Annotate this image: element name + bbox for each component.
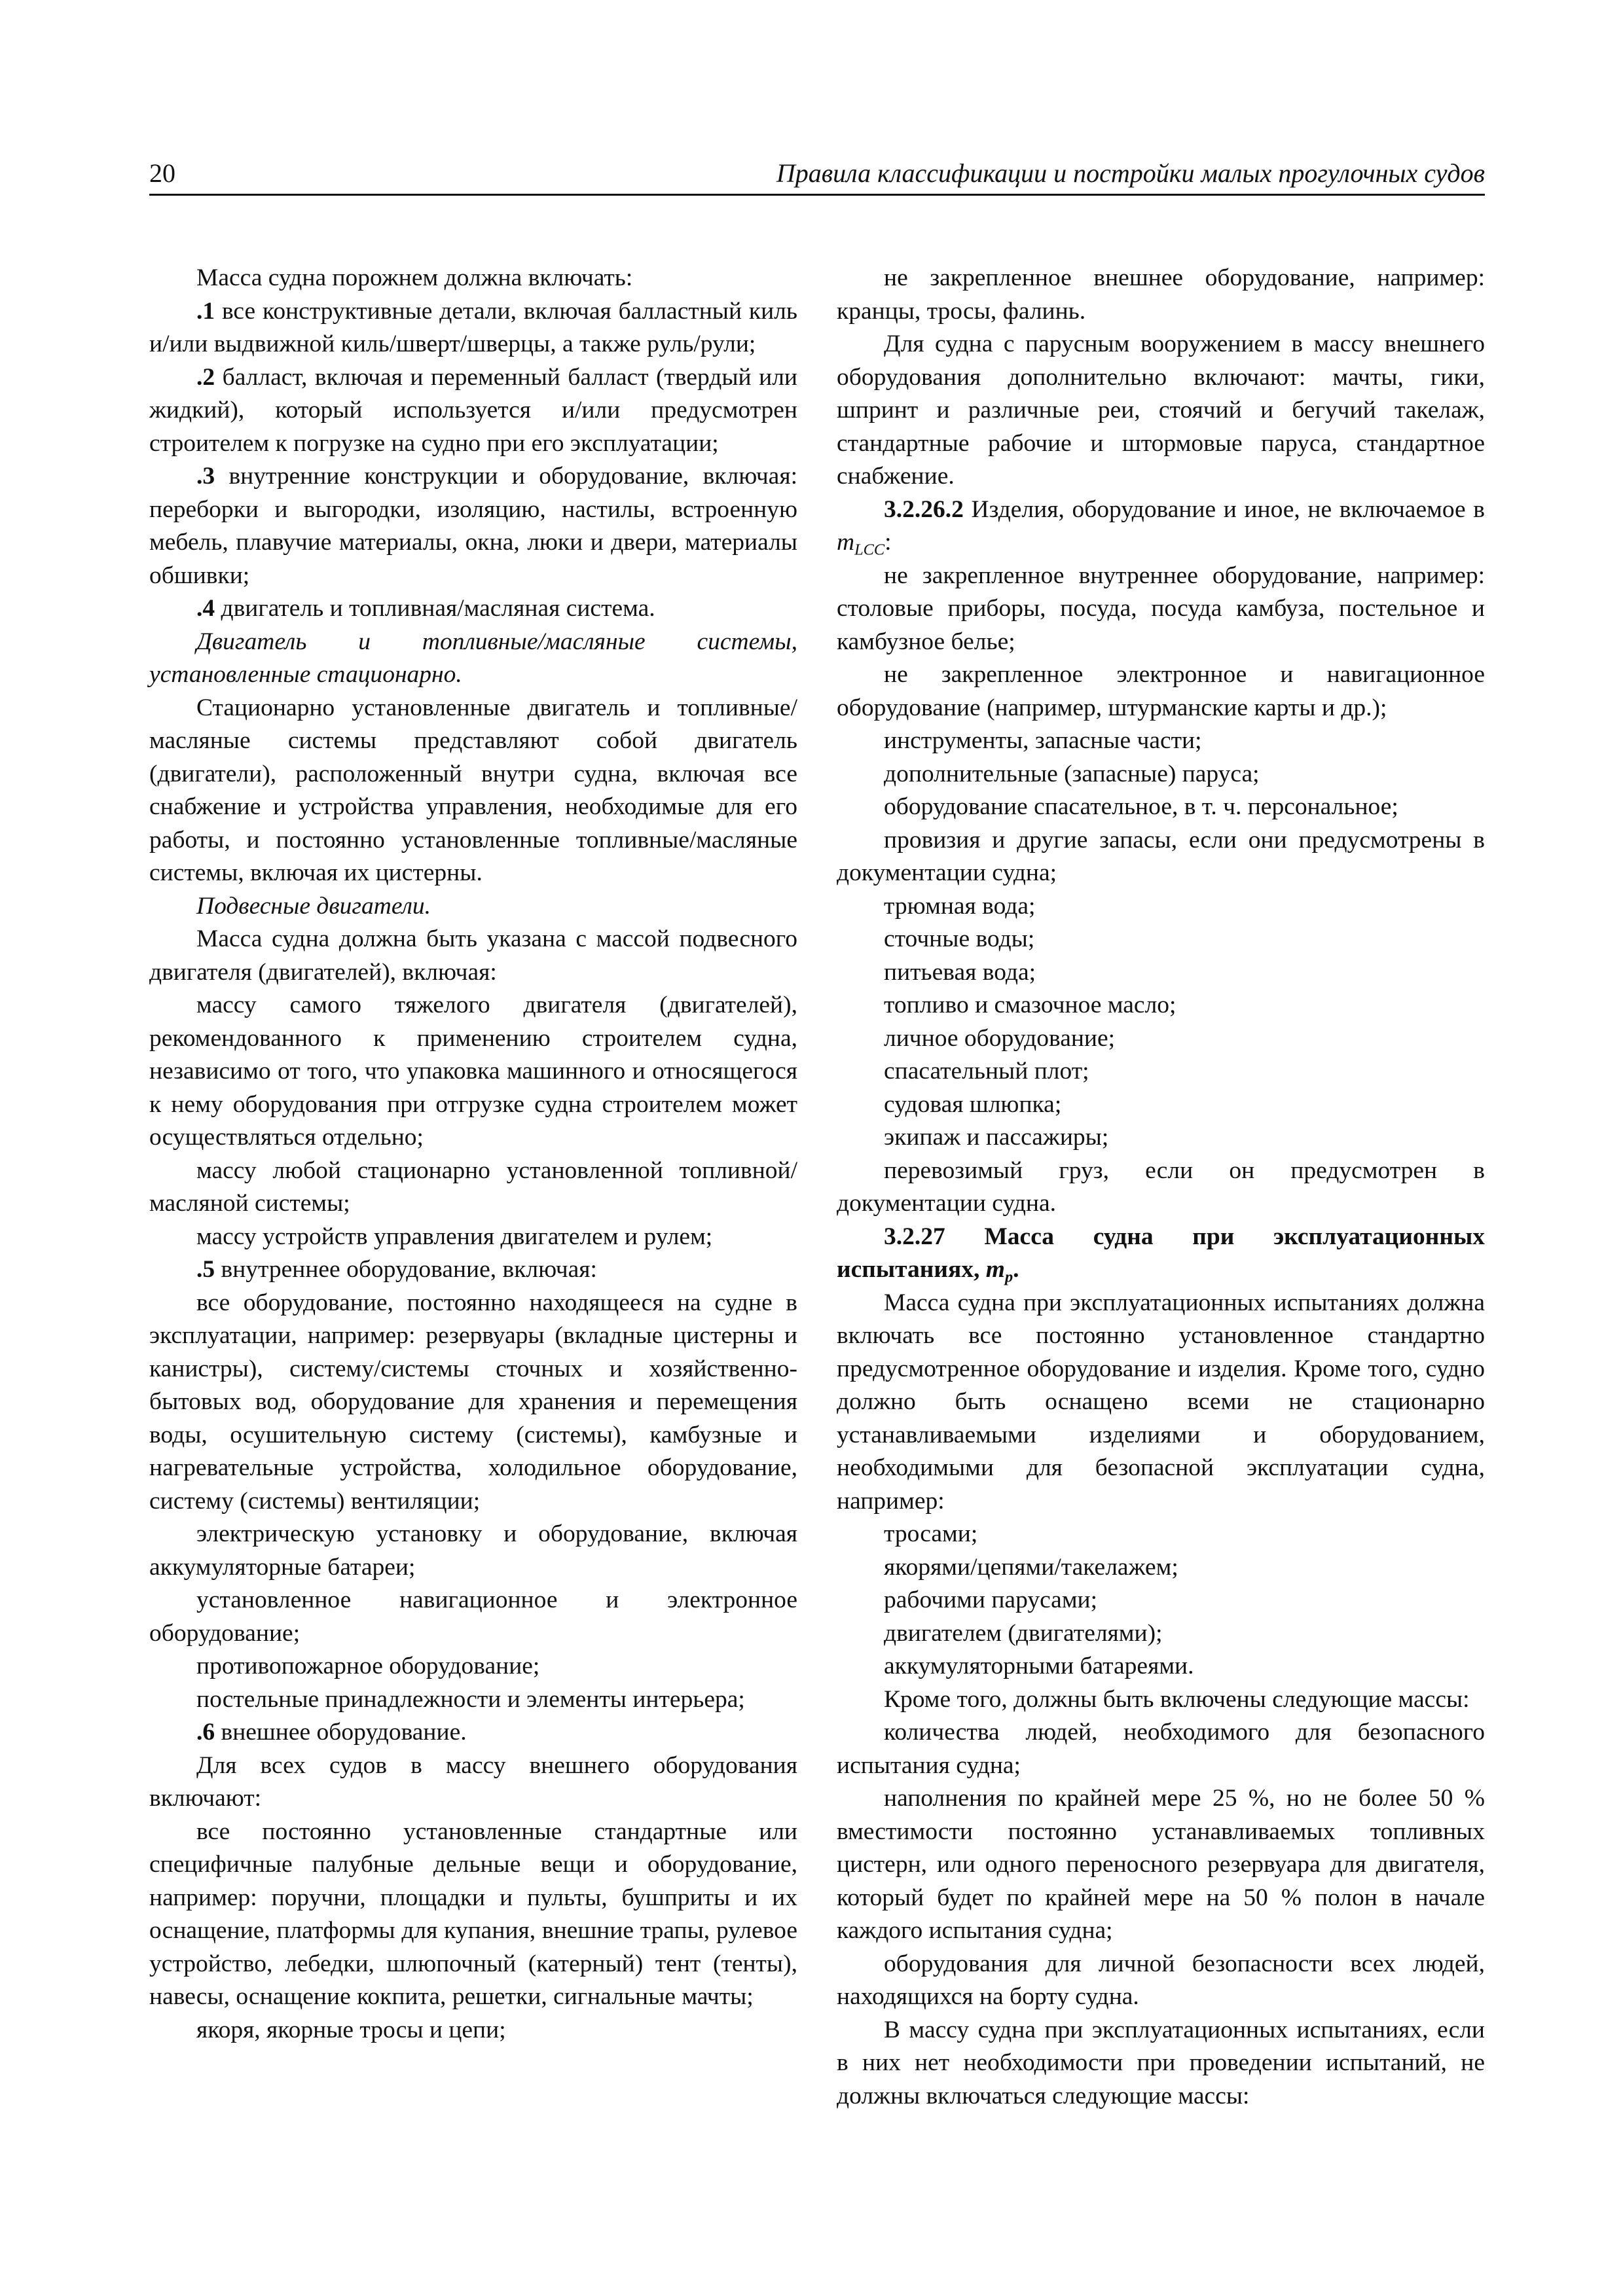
paragraph: личное оборудование; bbox=[884, 1024, 1116, 1052]
paragraph: оборудование спасательное, в т. ч. персональное; bbox=[884, 793, 1398, 820]
list-item bbox=[149, 1253, 797, 1287]
item-number: .4 bbox=[196, 595, 215, 622]
paragraph: массу любой стационарно установленной топливной/масляной системы; bbox=[149, 1157, 797, 1217]
paragraph: оборудования для личной безопасности всех людей, находящихся на борту судна. bbox=[837, 1950, 1485, 2010]
mass-subscript: p bbox=[1004, 1268, 1013, 1286]
mass-subscript: LCC bbox=[854, 541, 885, 559]
paragraph: перевозимый груз, если он предусмотрен в документации судна. bbox=[837, 1157, 1485, 1217]
item-number: .2 bbox=[196, 363, 215, 391]
right-column bbox=[837, 262, 1485, 2113]
paragraph: рабочими парусами; bbox=[884, 1587, 1098, 1613]
paragraph: топливо и смазочное масло; bbox=[884, 992, 1176, 1018]
paragraph: Для судна с парусным вооружением в массу внешнего оборудования дополнительно включают: мачты, гики, шпринт и различные реи, стоячий и бегучий такелаж, стандартные рабочие и штормовые паруса, стандартное снабжение. bbox=[837, 331, 1485, 490]
paragraph: тросами; bbox=[884, 1520, 978, 1547]
paragraph: Стационарно установленные двигатель и топливные/масляные системы представляют собой двигатель (двигатели), расположенный внутри судна, включая все снабжение и устройства управления, необходимые для его работы, и постоянно установленные топливные/масляные системы, включая их цистерны. bbox=[149, 694, 797, 886]
item-number: .1 bbox=[196, 297, 215, 325]
paragraph: судовая шлюпка; bbox=[884, 1090, 1062, 1118]
paragraph: инструменты, запасные части; bbox=[884, 727, 1202, 754]
page-number: 20 bbox=[149, 158, 175, 188]
item-text: двигатель и топливная/масляная система. bbox=[215, 595, 655, 622]
paragraph: количества людей, необходимого для безопасного испытания судна; bbox=[837, 1719, 1485, 1779]
header-rule bbox=[149, 194, 1485, 196]
paragraph: якорями/цепями/такелажем; bbox=[884, 1553, 1178, 1581]
paragraph: Для всех судов в массу внешнего оборудования включают: bbox=[149, 1751, 797, 1812]
item-number: .5 bbox=[196, 1256, 215, 1283]
item-text: внутреннее оборудование, включая: bbox=[215, 1256, 597, 1283]
paragraph: установленное навигационное и электронное оборудование; bbox=[149, 1587, 797, 1647]
page-header bbox=[149, 156, 1485, 196]
item-number: .3 bbox=[196, 463, 215, 490]
list-item bbox=[149, 460, 797, 592]
paragraph: экипаж и пассажиры; bbox=[884, 1124, 1109, 1151]
item-text: все конструктивные детали, включая балластный киль и/или выдвижной киль/шверт/шверцы, а также руль/рули; bbox=[149, 297, 797, 357]
mass-symbol: m bbox=[985, 1256, 1005, 1283]
paragraph: электрическую установку и оборудование, включая аккумуляторные батареи; bbox=[149, 1520, 797, 1581]
section-paragraph bbox=[837, 493, 1485, 560]
running-title: Правила классификации и постройки малых прогулочных судов bbox=[776, 158, 1485, 188]
paragraph: массу устройств управления двигателем и рулем; bbox=[196, 1223, 713, 1250]
paragraph: якоря, якорные тросы и цепи; bbox=[196, 2016, 506, 2043]
list-item bbox=[149, 592, 797, 626]
item-text: внутренние конструкции и оборудование, включая: переборки и выгородки, изоляцию, настилы, встроенную мебель, плавучие материалы, окна, люки и двери, материалы обшивки; bbox=[149, 463, 797, 589]
paragraph: Масса судна при эксплуатационных испытаниях должна включать все постоянно установленное стандартно предусмотренное оборудование и изделия. Кроме того, судно должно быть оснащено всеми не стационарно устанавливаемыми изделиями и оборудованием, необходимыми для безопасной эксплуатации судна, например: bbox=[837, 1289, 1485, 1515]
section-text: Изделия, оборудование и иное, не включаемое в bbox=[963, 495, 1485, 523]
item-number: .6 bbox=[196, 1719, 215, 1746]
paragraph: не закрепленное электронное и навигационное оборудование (например, штурманские карты и др.); bbox=[837, 661, 1485, 721]
paragraph: аккумуляторными батареями. bbox=[884, 1653, 1194, 1679]
paragraph: Масса судна порожнем должна включать: bbox=[196, 264, 633, 291]
paragraph: все постоянно установленные стандартные или специфичные палубные дельные вещи и оборудование, например: поручни, площадки и пульты, бушприты и их оснащение, платформы для купания, внешние трапы, рулевое устройство, лебедки, шлюпочный (катерный) тент (тенты), навесы, оснащение кокпита, решетки, сигнальные мачты; bbox=[149, 1818, 797, 2010]
paragraph: провизия и другие запасы, если они предусмотрены в документации судна; bbox=[837, 826, 1485, 886]
paragraph: не закрепленное внутреннее оборудование, например: столовые приборы, посуда, посуда камбуза, постельное и камбузное белье; bbox=[837, 562, 1485, 655]
paragraph: дополнительные (запасные) паруса; bbox=[884, 760, 1260, 787]
left-column bbox=[149, 262, 797, 2047]
paragraph: Кроме того, должны быть включены следующие массы: bbox=[884, 1685, 1470, 1713]
section-heading bbox=[837, 1221, 1485, 1287]
paragraph: В массу судна при эксплуатационных испытаниях, если в них нет необходимости при проведении испытаний, не должны включаться следующие массы: bbox=[837, 2016, 1485, 2109]
item-text: внешнее оборудование. bbox=[215, 1719, 467, 1746]
list-item bbox=[149, 295, 797, 361]
section-text-end: : bbox=[884, 529, 892, 556]
item-text: балласт, включая и переменный балласт (твердый или жидкий), который используется и/или предусмотрен строителем к погрузке на судно при его эксплуатации; bbox=[149, 363, 797, 457]
section-heading-end: . bbox=[1013, 1256, 1019, 1283]
section-heading-text: 3.2.27 Масса судна при эксплуатационных испытаниях, bbox=[837, 1223, 1485, 1283]
paragraph: не закрепленное внешнее оборудование, например: кранцы, тросы, фалинь. bbox=[837, 264, 1485, 325]
paragraph: питьевая вода; bbox=[884, 958, 1036, 986]
list-item bbox=[149, 1716, 797, 1749]
paragraph: спасательный плот; bbox=[884, 1058, 1089, 1085]
paragraph: массу самого тяжелого двигателя (двигателей), рекомендованного к применению строителем судна, независимо от того, что упаковка машинного и относящегося к нему оборудования при отгрузке судна строителем может осуществляться отдельно; bbox=[149, 992, 797, 1151]
paragraph: трюмная вода; bbox=[884, 892, 1036, 920]
paragraph: все оборудование, постоянно находящееся на судне в эксплуатации, например: резервуары (вкладные цистерны и канистры), систему/системы сточных и хозяйственно-бытовых вод, оборудование для хранения и перемещения воды, осушительную систему (системы), камбузные и нагревательные устройства, холодильное оборудование, систему (системы) вентиляции; bbox=[149, 1289, 797, 1515]
subheading: Подвесные двигатели. bbox=[196, 892, 431, 920]
paragraph: сточные воды; bbox=[884, 925, 1035, 952]
subheading: Двигатель и топливные/масляные системы, установленные стационарно. bbox=[149, 628, 797, 688]
paragraph: постельные принадлежности и элементы интерьера; bbox=[196, 1685, 745, 1713]
section-number: 3.2.26.2 bbox=[884, 495, 964, 523]
paragraph: Масса судна должна быть указана с массой подвесного двигателя (двигателей), включая: bbox=[149, 925, 797, 986]
paragraph: наполнения по крайней мере 25 %, но не более 50 % вместимости постоянно устанавливаемых топливных цистерн, или одного переносного резервуара для двигателя, который будет по крайней мере на 50 % полон в начале каждого испытания судна; bbox=[837, 1785, 1485, 1944]
mass-symbol: m bbox=[837, 529, 855, 556]
list-item bbox=[149, 361, 797, 461]
paragraph: противопожарное оборудование; bbox=[196, 1653, 540, 1679]
paragraph: двигателем (двигателями); bbox=[884, 1619, 1163, 1647]
